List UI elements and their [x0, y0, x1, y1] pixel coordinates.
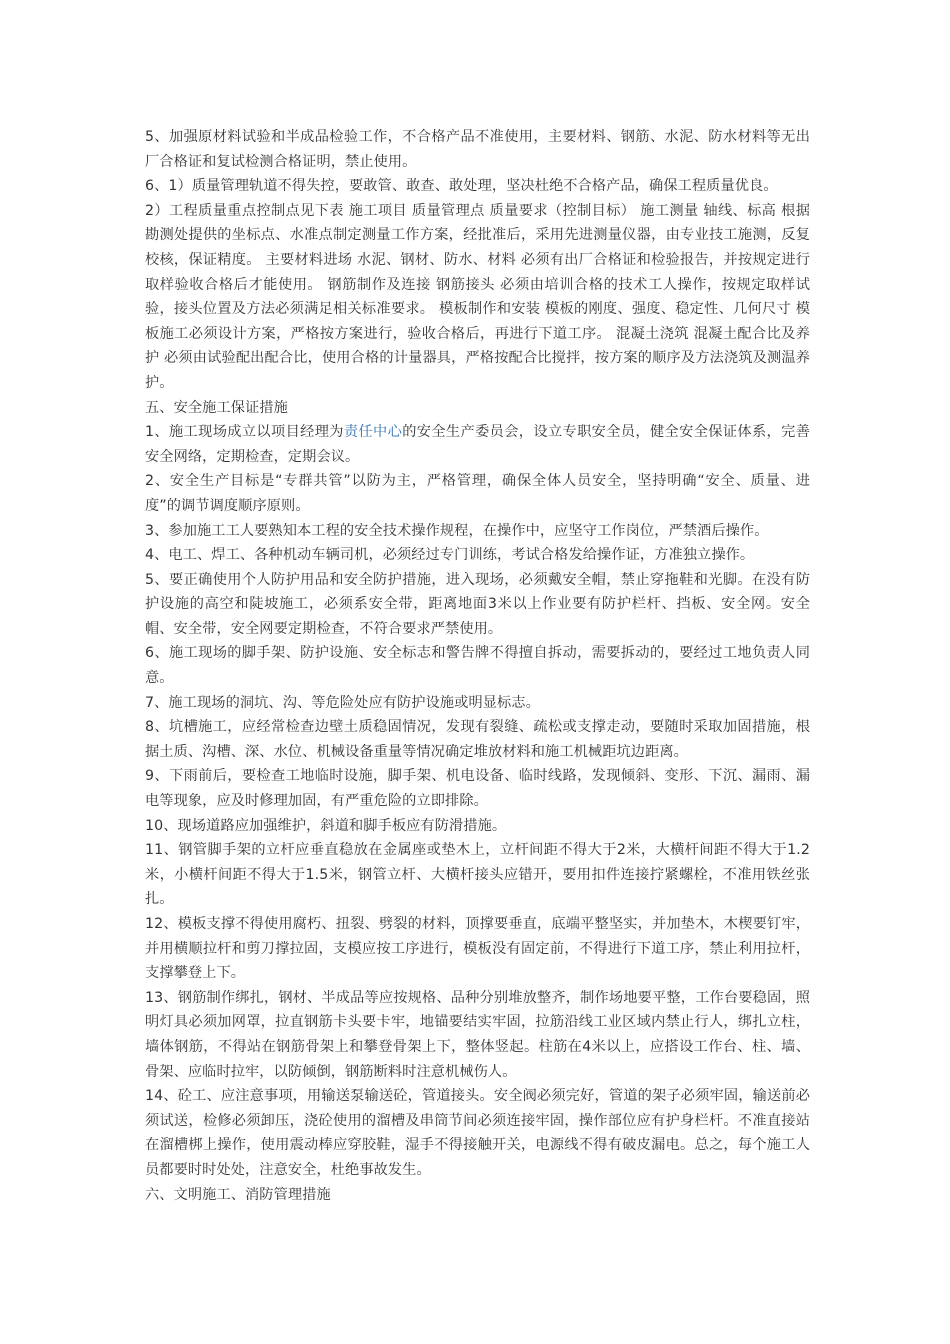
paragraph-safety-1-after: 的安全生产委员会，设立专职安全员，健全安全保证体系，完善安全网络，定期检查，定期会议。: [145, 424, 810, 465]
paragraph-safety-2: 2、安全生产目标是“专群共管”以防为主，严格管理，确保全体人员安全，坚持明确“安全、质量、进度”的调节调度顺序原则。: [145, 473, 810, 514]
paragraph-safety-12: 12、模板支撑不得使用腐朽、扭裂、劈裂的材料，顶撑要垂直，底端平整坚实，并加垫木，木楔要钉牢，并用横顺拉杆和剪刀撑拉固，支模应按工序进行，模板没有固定前，不得进行下道工序，禁止利用拉杆，支撑攀登上下。: [145, 916, 810, 982]
paragraph-5-materials: 5、加强原材料试验和半成品检验工作，不合格产品不准使用，主要材料、钢筋、水泥、防水材料等无出厂合格证和复试检测合格证明，禁止使用。: [145, 129, 810, 170]
paragraph-6-quality-control: 6、1）质量管理轨道不得失控，要敢管、敢查、敢处理，坚决杜绝不合格产品，确保工程质量优良。: [145, 178, 778, 195]
paragraph-safety-5: 5、要正确使用个人防护用品和安全防护措施，进入现场，必须戴安全帽，禁止穿拖鞋和光脚。在没有防护设施的高空和陡坡施工，必须系安全带，距离地面3米以上作业要有防护栏杆、挡板、安全网。安全帽、安全带，安全网要定期检查，不符合要求严禁使用。: [145, 571, 810, 637]
paragraph-quality-key-points: 2）工程质量重点控制点见下表 施工项目 质量管理点 质量要求（控制目标） 施工测量 轴线、标高 根据勘测处提供的坐标点、水准点制定测量工作方案，经批准后，采用先进测量仪器，由专业技工施测，反复校核，保证精度。 主要材料进场 水泥、钢材、防水、材料 必须有出厂合格证和检验报告，并按规定进行取样验收合格后才能使用。 钢筋制作及连接 钢筋接头 必须由培训合格的技术工人操作，按规定取样试验，接头位置及方法必须满足相关标准要求。 模板制作和安装 模板的刚度、强度、稳定性、几何尺寸 模板施工必须设计方案，严格按方案进行，验收合格后，再进行下道工序。 混凝土浇筑 混凝土配合比及养护 必须由试验配出配合比，使用合格的计量器具，严格按配合比搅拌，按方案的顺序及方法浇筑及测温养护。: [145, 202, 810, 391]
paragraph-safety-9: 9、下雨前后，要检查工地临时设施，脚手架、机电设备、临时线路，发现倾斜、变形、下沉、漏雨、漏电等现象，应及时修理加固，有严重危险的立即排除。: [145, 768, 810, 810]
paragraph-safety-13: 13、钢筋制作绑扎，钢材、半成品等应按规格、品种分别堆放整齐，制作场地要平整，工作台要稳固，照明灯具必须加网罩，拉直钢筋卡头要卡牢，地锚要结实牢固，拉筋沿线工业区域内禁止行人，绑扎立柱，墙体钢筋，不得站在钢筋骨架上和攀登骨架上下，整体竖起。柱筋在4米以上，应搭设工作台、柱、墙、骨架、应临时拉牢，以防倾倒，钢筋断料时注意机械伤人。: [145, 989, 810, 1080]
paragraph-safety-4: 4、电工、焊工、各种机动车辆司机，必须经过专门训练，考试合格发给操作证，方准独立操作。: [145, 547, 755, 564]
paragraph-safety-8: 8、坑槽施工，应经常检查边壁土质稳固情况，发现有裂缝、疏松或支撑走动，要随时采取加固措施，根据土质、沟槽、深、水位、机械设备重量等情况确定堆放材料和施工机械距坑边距离。: [145, 719, 810, 760]
paragraph-safety-1-before: 1、施工现场成立以项目经理为: [145, 424, 344, 441]
paragraph-safety-3: 3、参加施工工人要熟知本工程的安全技术操作规程，在操作中，应坚守工作岗位，严禁酒后操作。: [145, 522, 769, 539]
paragraph-safety-1: [145, 420, 810, 469]
section-heading-civilized-construction: 六、文明施工、消防管理措施: [145, 1186, 331, 1203]
paragraph-safety-7: 7、施工现场的洞坑、沟、等危险处应有防护设施或明显标志。: [145, 694, 540, 711]
paragraph-safety-6: 6、施工现场的脚手架、防护设施、安全标志和警告牌不得擅自拆动，需要拆动的，要经过工地负责人同意。: [145, 645, 810, 687]
paragraph-safety-11: 11、钢管脚手架的立杆应垂直稳放在金属座或垫木上，立杆间距不得大于2米，大横杆间距不得大于1.2米，小横杆间距不得大于1.5米，钢管立杆、大横杆接头应错开，要用扣件连接拧紧螺栓，不准用铁丝张扎。: [145, 842, 810, 908]
responsibility-center-link[interactable]: 责任中心: [343, 424, 403, 441]
paragraph-safety-10: 10、现场道路应加强维护，斜道和脚手板应有防滑措施。: [145, 817, 507, 834]
paragraph-safety-14: 14、砼工、应注意事项，用输送泵输送砼，管道接头。安全阀必须完好，管道的架子必须牢固，输送前必须试送，检修必须卸压，浇砼使用的溜槽及串筒节间必须连接牢固，操作部位应有护身栏杆。不准直接站在溜槽梆上操作，使用震动棒应穿胶鞋，湿手不得接触开关，电源线不得有破皮漏电。总之，每个施工人员都要时时处处，注意安全，杜绝事故发生。: [145, 1088, 810, 1178]
document-body: [145, 125, 810, 1207]
section-heading-safety: 五、安全施工保证措施: [145, 399, 288, 416]
